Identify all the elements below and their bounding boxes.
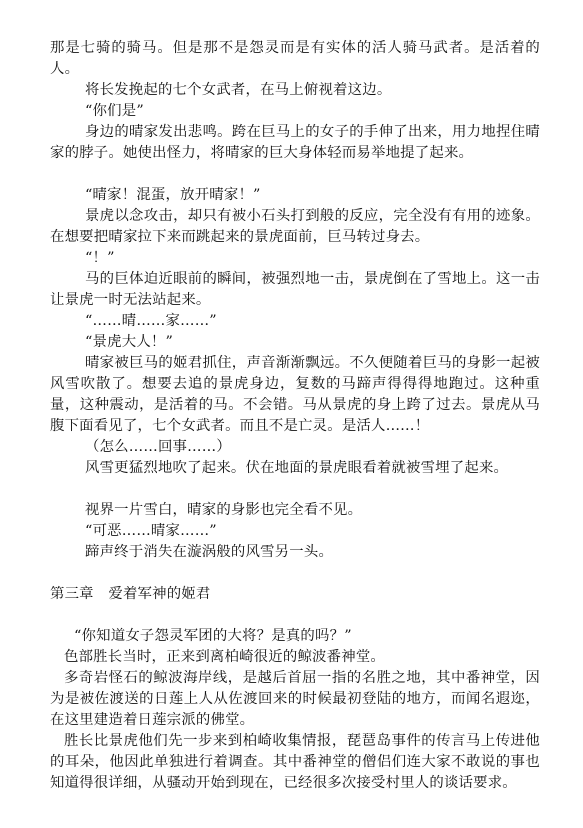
paragraph-8: 马的巨体迫近眼前的瞬间，被强烈地一击，景虎倒在了雪地上。这一击让景虎一时无法站起来。 [50, 271, 540, 309]
paragraph-3-dialogue: “你们是” [85, 103, 144, 119]
paragraph-11: 晴家被巨马的姬君抓住，声音渐渐飘远。不久便随着巨马的身影一起被风雪吹散了。想要去追的景虎身边，复数的马蹄声得得得地跑过。这种重量，这种震动，是活着的马。不会错。马从景虎的身上跨了过去。景虎从马腹下面看见了，七个女武者。而且不是亡灵。是活人……！ [50, 355, 540, 435]
paragraph-13: 风雪更猛烈地吹了起来。伏在地面的景虎眼看着就被雪埋了起来。 [85, 460, 509, 476]
chapter-paragraph-4: 胜长比景虎他们先一步来到柏崎收集情报，琵琶岛事件的传言马上传进他的耳朵，他因此单独进行着调查。其中番神堂的僧侣们连大家不敢说的事也知道得很详细，从骚动开始到现在，已经很多次接受村里人的谈话要求。 [50, 733, 540, 792]
paragraph-16: 蹄声终于消失在漩涡般的风雪另一头。 [85, 544, 334, 560]
paragraph-4: 身边的晴家发出悲鸣。跨在巨马上的女子的手伸了出来，用力地捏住晴家的脖子。她使出怪力，将晴家的巨大身体轻而易举地提了起来。 [50, 124, 540, 162]
paragraph-5-dialogue: “晴家！混蛋，放开晴家！” [85, 187, 261, 203]
paragraph-14: 视界一片雪白，晴家的身影也完全看不见。 [85, 502, 363, 518]
paragraph-12-thought: （怎么……回事……） [85, 439, 231, 455]
paragraph-6: 景虎以念攻击，却只有被小石头打到般的反应，完全没有有用的迹象。在想要把晴家拉下来而跳起来的景虎面前，巨马转过身去。 [50, 208, 540, 246]
paragraph-10-dialogue: “景虎大人！” [85, 334, 174, 350]
paragraph-1: 那是七骑的骑马。但是那不是怨灵而是有实体的活人骑马武者。是活着的人。 [50, 40, 540, 78]
chapter-paragraph-3: 多奇岩怪石的鲸波海岸线，是越后首屈一指的名胜之地，其中番神堂，因为是被佐渡送的日莲上人从佐渡回来的时候最初登陆的地方，而闻名遐迩，在这里建造着日莲宗派的佛堂。 [50, 670, 540, 729]
paragraph-9-dialogue: “……晴……家……” [85, 313, 217, 329]
chapter-paragraph-2: 色部胜长当时，正来到离柏崎很近的鲸波番神堂。 [64, 649, 385, 665]
paragraph-15-dialogue: “可恶……晴家……” [85, 523, 217, 539]
chapter-heading: 第三章 爱着军神的姬君 [50, 586, 211, 602]
paragraph-2: 将长发挽起的七个女武者，在马上俯视着这边。 [85, 82, 392, 98]
chapter-paragraph-1-dialogue: “你知道女子怨灵军团的大将？是真的吗？” [74, 628, 352, 644]
paragraph-7-dialogue: “！” [85, 250, 115, 266]
